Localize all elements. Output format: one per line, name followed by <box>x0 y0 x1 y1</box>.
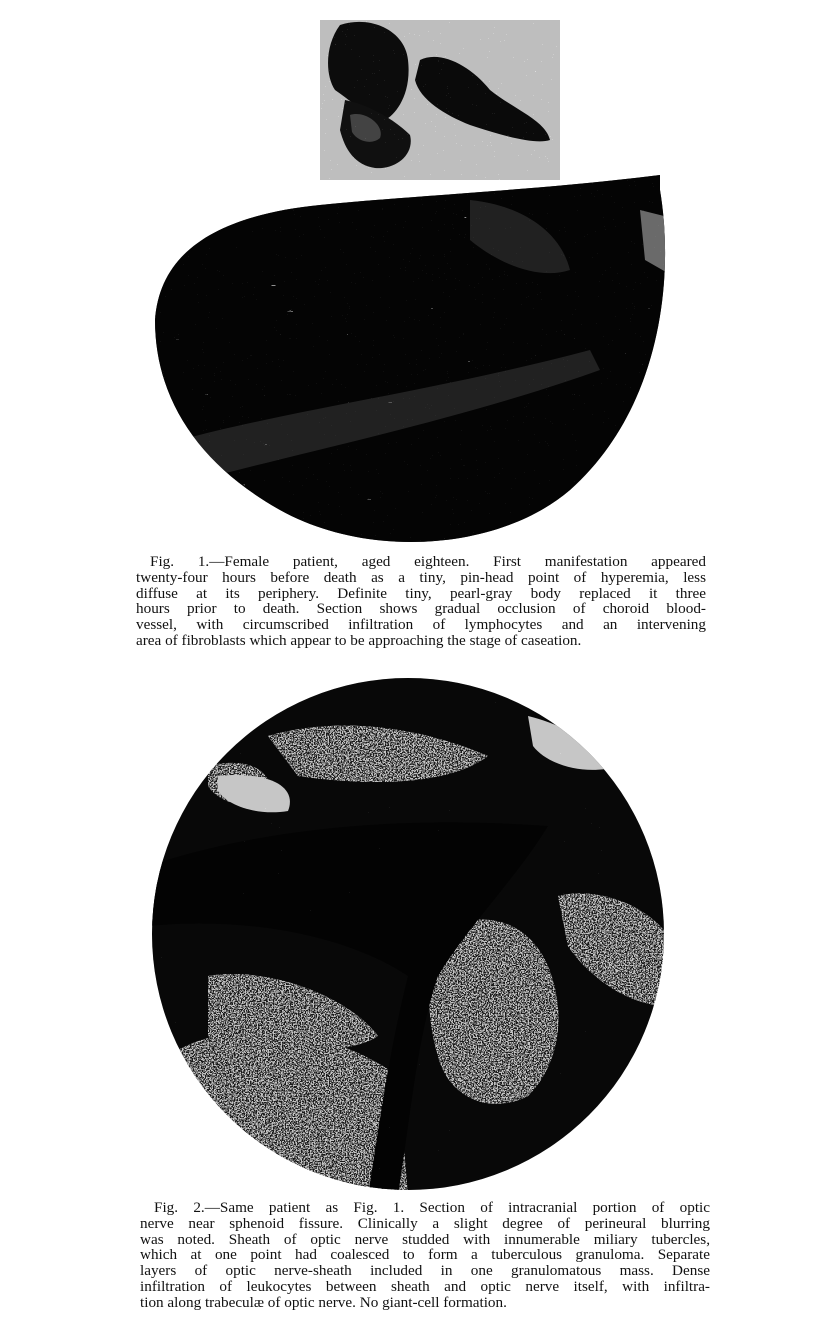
caption-line: Fig. 1.—Female patient, aged eighteen. First manifestation appeared <box>150 553 706 570</box>
caption-line: layers of optic nerve-sheath included in one granulomatous mass. Dense <box>140 1262 710 1280</box>
figure-2-image <box>148 676 668 1196</box>
figure-2-micrograph <box>148 676 668 1196</box>
figure-1-micrograph <box>140 20 680 555</box>
caption-line: nerve near sphenoid fissure. Clinically a slight degree of perineural blurring <box>140 1214 710 1232</box>
caption-line: hours prior to death. Section shows gradual occlusion of choroid blood- <box>136 600 706 618</box>
caption-line: Fig. 2.—Same patient as Fig. 1. Section of intracranial portion of optic <box>154 1199 710 1216</box>
caption-line: infiltration of leukocytes between sheath and optic nerve itself, with infiltra- <box>140 1277 710 1295</box>
caption-line: vessel, with circumscribed infiltration of lymphocytes and an intervening <box>136 616 706 634</box>
caption-line: was noted. Sheath of optic nerve studded with innumerable miliary tubercles, <box>140 1230 710 1248</box>
caption-line: tion along trabeculæ of optic nerve. No giant-cell formation. <box>140 1293 507 1311</box>
caption-line: area of fibroblasts which appear to be approaching the stage of caseation. <box>136 631 582 649</box>
caption-line: which at one point had coalesced to form a tuberculous granuloma. Separate <box>140 1246 710 1264</box>
figure-1-image <box>140 20 680 555</box>
figure-2-caption <box>140 1200 710 1311</box>
caption-line: twenty-four hours before death as a tiny, pin-head point of hyperemia, less <box>136 568 706 586</box>
figure-1-caption <box>136 554 706 649</box>
caption-line: diffuse at its periphery. Definite tiny, pearl-gray body replaced it three <box>136 584 706 602</box>
